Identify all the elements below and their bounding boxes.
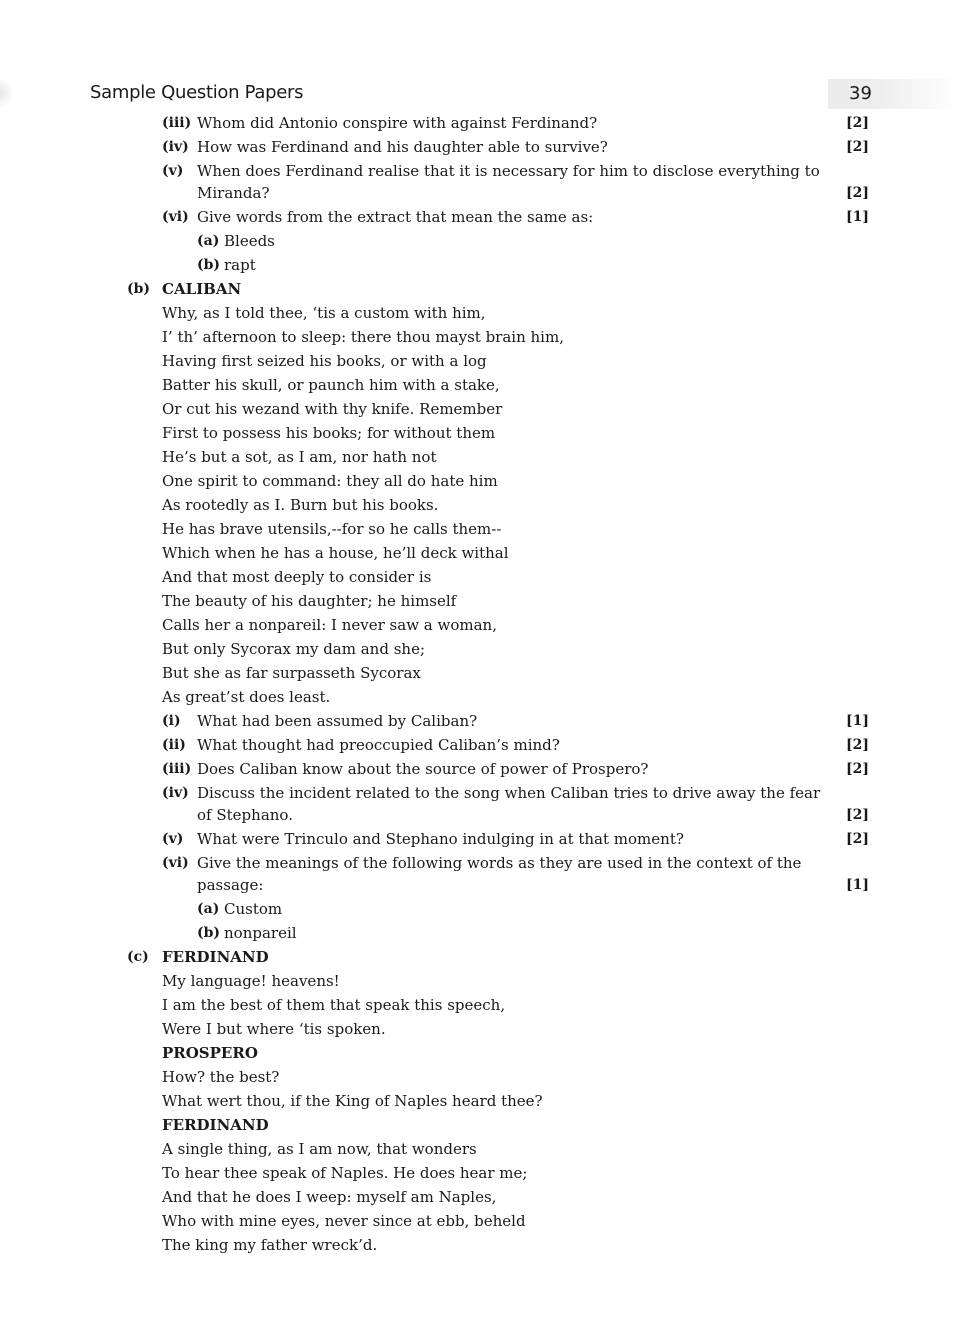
verse-line-text: Calls her a nonpareil: I never saw a woman, [162,616,497,634]
speaker-row [0,1042,960,1064]
speaker-name: CALIBAN [162,280,242,298]
dialogue-line [0,1138,960,1160]
question-number: (i) [162,713,181,729]
question-text: Whom did Antonio conspire with against Ferdinand? [197,114,598,132]
verse-line-text: The beauty of his daughter; he himself [162,592,457,610]
dialogue-line [0,1162,960,1184]
dialogue-line-text: Who with mine eyes, never since at ebb, beheld [162,1212,526,1230]
verse-line [0,614,960,636]
question-item [0,852,960,896]
question-number: (ii) [162,737,186,753]
question-number: (iv) [162,785,189,801]
verse-line-text: Batter his skull, or paunch him with a stake, [162,376,500,394]
dialogue-line-text: A single thing, as I am now, that wonders [162,1140,477,1158]
dialogue-line-text: What wert thou, if the King of Naples heard thee? [162,1092,543,1110]
section-label: (c) [127,949,149,965]
question-text: Does Caliban know about the source of power of Prospero? [197,760,649,778]
dialogue-line [0,970,960,992]
verse-line [0,542,960,564]
question-text: How was Ferdinand and his daughter able to survive? [197,138,608,156]
section-label: (b) [127,281,151,297]
question-marks: [2] [846,761,869,777]
question-marks: [2] [846,139,869,155]
question-number: (v) [162,831,184,847]
verse-line-text: As great’st does least. [162,688,331,706]
question-item [0,710,960,732]
question-text: Give words from the extract that mean the same as: [197,208,594,226]
verse-line [0,398,960,420]
verse-line-text: But she as far surpasseth Sycorax [162,664,421,682]
question-number: (iii) [162,761,192,777]
verse-line-text: One spirit to command: they all do hate him [162,472,498,490]
page-edge-shadow [0,78,14,108]
question-number: (vi) [162,209,189,225]
dialogue-line-text: Were I but where ‘tis spoken. [162,1020,386,1038]
section-heading [0,278,960,300]
question-text: Give the meanings of the following words as they are used in the context of the passage: [197,854,802,894]
verse-line [0,302,960,324]
question-item [0,734,960,756]
verse-line [0,326,960,348]
verse-line [0,566,960,588]
speaker-row [0,1114,960,1136]
verse-line-text: As rootedly as I. Burn but his books. [162,496,439,514]
question-number: (vi) [162,855,189,871]
question-item [0,758,960,780]
dialogue-line-text: To hear thee speak of Naples. He does hear me; [162,1164,528,1182]
question-marks: [2] [846,807,869,823]
question-item [0,782,960,826]
sub-question-item [0,254,960,276]
verse-line [0,662,960,684]
verse-line [0,374,960,396]
sub-question-letter: (b) [197,257,221,273]
question-text-line2: Stephano. [216,806,293,824]
dialogue-line [0,1210,960,1232]
sub-question-text: nonpareil [224,924,297,942]
verse-line [0,686,960,708]
verse-line-text: Or cut his wezand with thy knife. Remember [162,400,503,418]
question-text: When does Ferdinand realise that it is necessary for him to disclose everything to Miranda? [197,162,820,202]
verse-line [0,590,960,612]
verse-line-text: But only Sycorax my dam and she; [162,640,425,658]
verse-line-text: Which when he has a house, he’ll deck withal [162,544,509,562]
sub-question-letter: (b) [197,925,221,941]
verse-line [0,494,960,516]
dialogue-passage [0,946,960,1256]
verse-line [0,470,960,492]
question-text: What were Trinculo and Stephano indulging in at that moment? [197,830,684,848]
question-text [197,782,833,826]
verse-line-text: Why, as I told thee, ‘tis a custom with him, [162,304,486,322]
verse-line-text: He’s but a sot, as I am, nor hath not [162,448,437,466]
verse-line [0,638,960,660]
sub-question-item [0,230,960,252]
dialogue-line [0,1090,960,1112]
verse-line [0,350,960,372]
question-marks: [1] [846,713,869,729]
verse-line-text: Having first seized his books, or with a log [162,352,487,370]
dialogue-line-text: How? the best? [162,1068,280,1086]
verse-passage [0,302,960,708]
dialogue-line-text: And that he does I weep: myself am Naples, [162,1188,497,1206]
dialogue-line-text: My language! heavens! [162,972,340,990]
sub-question-letter: (a) [197,901,220,917]
page-number-tab [828,79,960,109]
question-number: (v) [162,163,184,179]
verse-line [0,422,960,444]
question-marks: [2] [846,831,869,847]
question-marks: [1] [846,877,869,893]
question-number: (iii) [162,115,192,131]
sub-question-text: rapt [224,256,256,274]
dialogue-line [0,1186,960,1208]
verse-line-text: And that most deeply to consider is [162,568,432,586]
question-number: (iv) [162,139,189,155]
dialogue-line [0,1234,960,1256]
question-text: What had been assumed by Caliban? [197,712,478,730]
dialogue-line [0,994,960,1016]
speaker-name: PROSPERO [162,1044,258,1062]
question-marks: [2] [846,737,869,753]
question-item [0,112,960,134]
sub-question-letter: (a) [197,233,220,249]
dialogue-line [0,1066,960,1088]
verse-line-text: First to possess his books; for without them [162,424,496,442]
question-item [0,828,960,850]
speaker-name: FERDINAND [162,948,269,966]
question-marks: [1] [846,209,869,225]
verse-line-text: I’ th’ afternoon to sleep: there thou mayst brain him, [162,328,564,346]
speaker-name: FERDINAND [162,1116,269,1134]
question-marks: [2] [846,185,869,201]
question-item [0,206,960,228]
question-text: What thought had preoccupied Caliban’s mind? [197,736,560,754]
sub-question-item [0,922,960,944]
dialogue-line-text: I am the best of them that speak this speech, [162,996,506,1014]
verse-line-text: He has brave utensils,--for so he calls them-- [162,520,502,538]
verse-line [0,446,960,468]
dialogue-line [0,1018,960,1040]
sub-question-text: Custom [224,900,283,918]
question-item [0,136,960,158]
question-text-line1: Discuss the incident related to the song when Caliban tries to drive away the fear of [197,784,821,824]
running-header-title: Sample Question Papers [90,82,304,103]
page-number: 39 [849,83,872,104]
dialogue-line-text: The king my father wreck’d. [162,1236,378,1254]
question-marks: [2] [846,115,869,131]
question-item [0,160,960,204]
verse-line [0,518,960,540]
sub-question-item [0,898,960,920]
sub-question-text: Bleeds [224,232,275,250]
section-heading [0,946,960,968]
page-content [0,112,960,1258]
